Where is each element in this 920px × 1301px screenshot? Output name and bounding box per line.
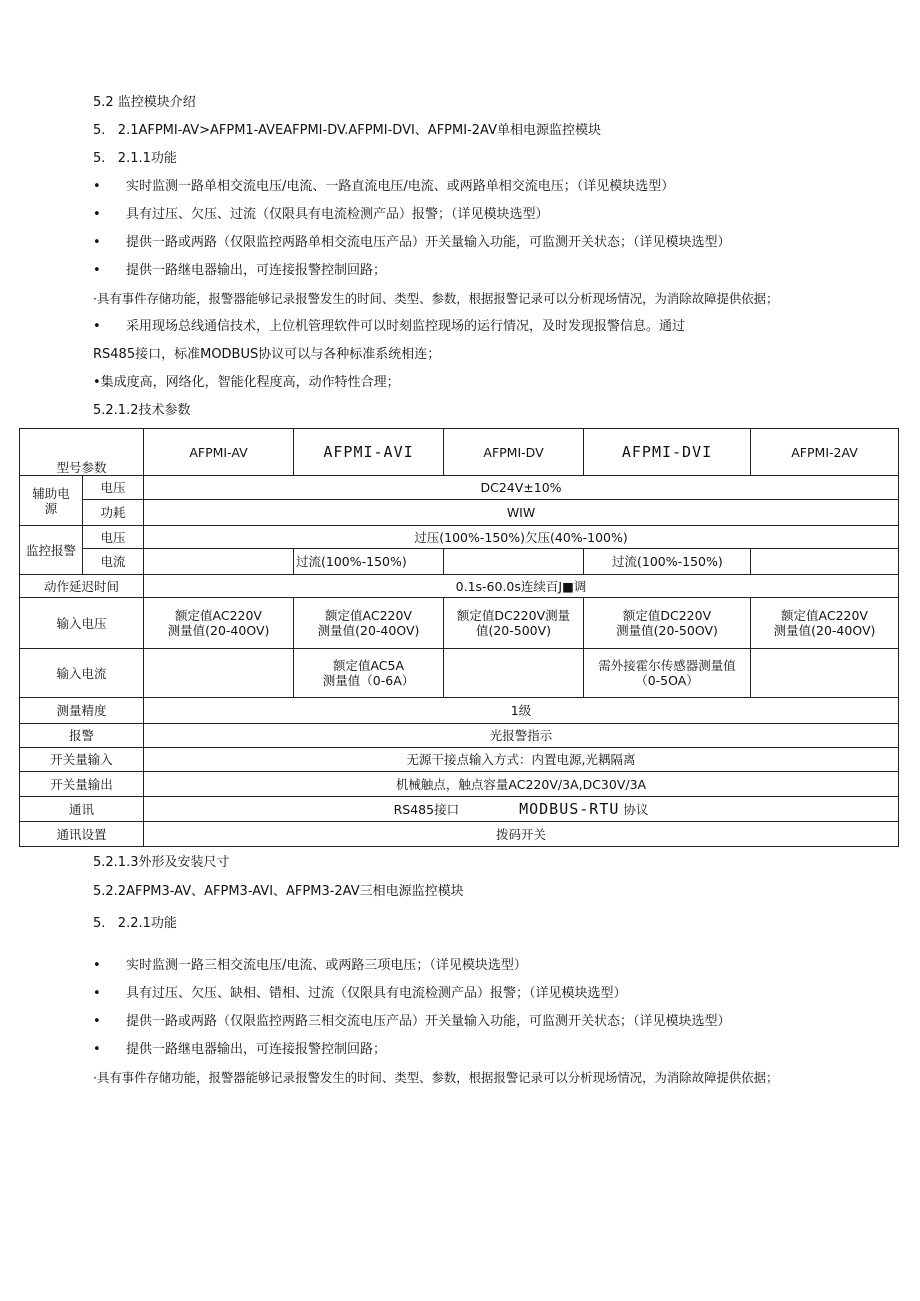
switch-output-label: 开关量输出 bbox=[20, 772, 144, 797]
alarm-voltage-label: 电压 bbox=[83, 526, 144, 549]
comm-setting-label: 通讯设置 bbox=[20, 822, 144, 847]
input-voltage-cell: 额定值DC220V测量 值(20-500V) bbox=[444, 598, 584, 649]
function-title-1: 5. 2.1.1功能 bbox=[93, 151, 177, 166]
accuracy-label: 测量精度 bbox=[20, 698, 144, 724]
rs485-line: RS485接口，标准MODBUS协议可以与各种标准系统相连； bbox=[93, 347, 441, 362]
model-header: AFPMI-2AV bbox=[751, 429, 899, 476]
section-title: 5.2 监控模块介绍 bbox=[93, 95, 196, 110]
event-storage-line: ·具有事件存储功能，报警器能够记录报警发生的时间、类型、参数，根据报警记录可以分析现场情况，为消除故障提供依据； bbox=[93, 291, 779, 306]
bullet: • bbox=[93, 986, 101, 1001]
dims-title: 5.2.1.3外形及安装尺寸 bbox=[93, 855, 230, 870]
alarm-current-dv bbox=[444, 549, 584, 575]
bullet: • bbox=[93, 319, 101, 334]
input-voltage-cell: 额定值AC220V 测量值(20-40OV) bbox=[751, 598, 899, 649]
alarm-current-dvi: 过流(100%-150%) bbox=[584, 549, 751, 575]
alarm-label: 报警 bbox=[20, 724, 144, 748]
bullet: • bbox=[93, 263, 101, 278]
input-current-2av bbox=[751, 649, 899, 698]
accuracy-value: 1级 bbox=[144, 698, 899, 724]
event-storage-line: ·具有事件存储功能，报警器能够记录报警发生的时间、类型、参数，根据报警记录可以分析现场情况，为消除故障提供依据； bbox=[93, 1070, 779, 1085]
alarm-current-avi: 过流(100%-150%) bbox=[294, 549, 444, 575]
alarm-current-av bbox=[144, 549, 294, 575]
alarm-value: 光报警指示 bbox=[144, 724, 899, 748]
bullet: • bbox=[93, 958, 101, 973]
bullet: • bbox=[93, 1042, 101, 1057]
feature-item: 实时监测一路三相交流电压/电流、或两路三项电压；（详见模块选型） bbox=[126, 958, 527, 973]
feature-item: 提供一路继电器输出，可连接报警控制回路； bbox=[126, 1042, 387, 1057]
aux-power-label: 辅助电 源 bbox=[20, 476, 83, 526]
feature-item: 具有过压、欠压、过流（仅限具有电流检测产品）报警；（详见模块选型） bbox=[126, 207, 549, 222]
comm-setting-value: 拨码开关 bbox=[144, 822, 899, 847]
model-header: AFPMI-DVI bbox=[584, 429, 751, 476]
aux-voltage-label: 电压 bbox=[83, 476, 144, 500]
bullet: • bbox=[93, 207, 101, 222]
model-header: AFPMI-AV bbox=[144, 429, 294, 476]
input-voltage-cell: 额定值AC220V 测量值(20-40OV) bbox=[294, 598, 444, 649]
feature-item: 提供一路继电器输出，可连接报警控制回路； bbox=[126, 263, 387, 278]
model-header: AFPMI-DV bbox=[444, 429, 584, 476]
model-header: AFPMI-AVI bbox=[294, 429, 444, 476]
switch-output-value: 机械触点，触点容量AC220V/3A,DC30V/3A bbox=[144, 772, 899, 797]
tech-params-table bbox=[19, 428, 899, 847]
comm-label: 通讯 bbox=[20, 797, 144, 822]
feature-item: 提供一路或两路（仅限监控两路三相交流电压产品）开关量输入功能，可监测开关状态；（详见模块选型） bbox=[126, 1014, 731, 1029]
input-voltage-label: 输入电压 bbox=[20, 598, 144, 649]
subsection-title-three-phase: 5.2.2AFPM3-AV、AFPM3-AVI、AFPM3-2AV三相电源监控模块 bbox=[93, 884, 464, 899]
switch-input-label: 开关量输入 bbox=[20, 748, 144, 772]
switch-input-value: 无源干接点输入方式：内置电源,光耦隔离 bbox=[144, 748, 899, 772]
fieldbus-line: 采用现场总线通信技术，上位机管理软件可以时刻监控现场的运行情况，及时发现报警信息。通过 bbox=[126, 319, 686, 334]
bullet: • bbox=[93, 179, 101, 194]
aux-voltage-value: DC24V±10% bbox=[144, 476, 899, 500]
feature-item: 具有过压、欠压、缺相、错相、过流（仅限具有电流检测产品）报警；（详见模块选型） bbox=[126, 986, 627, 1001]
input-current-dvi: 需外接霍尔传感器测量值 （0-5OA） bbox=[584, 649, 751, 698]
input-current-dv bbox=[444, 649, 584, 698]
alarm-voltage-value: 过压(100%-150%)欠压(40%-100%) bbox=[144, 526, 899, 549]
input-current-av bbox=[144, 649, 294, 698]
subsection-title-single-phase: 5. 2.1AFPMI-AV>AFPM1-AVEAFPMI-DV.AFPMI-DVI、AFPMI-2AV单相电源监控模块 bbox=[93, 123, 601, 138]
aux-power-value: WIW bbox=[144, 500, 899, 526]
feature-item: 提供一路或两路（仅限监控两路单相交流电压产品）开关量输入功能，可监测开关状态；（详见模块选型） bbox=[126, 235, 731, 250]
input-current-avi: 额定值AC5A 测量值（0-6A） bbox=[294, 649, 444, 698]
bullet: • bbox=[93, 1014, 101, 1029]
feature-item: 实时监测一路单相交流电压/电流、一路直流电压/电流、或两路单相交流电压；（详见模块选型） bbox=[126, 179, 675, 194]
delay-value: 0.1s-60.0s连续百J■调 bbox=[144, 575, 899, 598]
delay-label: 动作延迟时间 bbox=[20, 575, 144, 598]
aux-power-consumption-label: 功耗 bbox=[83, 500, 144, 526]
alarm-current-2av bbox=[751, 549, 899, 575]
comm-value: RS485接口 MODBUS-RTU 协议 bbox=[144, 797, 899, 822]
function-title-2: 5. 2.2.1功能 bbox=[93, 916, 177, 931]
integration-line: •集成度高，网络化，智能化程度高，动作特性合理； bbox=[93, 375, 400, 390]
alarm-current-label: 电流 bbox=[83, 549, 144, 575]
header-label: 型号参数 bbox=[20, 429, 144, 476]
tech-params-title: 5.2.1.2技术参数 bbox=[93, 403, 191, 418]
input-voltage-cell: 额定值AC220V 测量值(20-40OV) bbox=[144, 598, 294, 649]
monitor-alarm-label: 监控报警 bbox=[20, 526, 83, 575]
bullet: • bbox=[93, 235, 101, 250]
input-voltage-cell: 额定值DC220V 测量值(20-50OV) bbox=[584, 598, 751, 649]
input-current-label: 输入电流 bbox=[20, 649, 144, 698]
